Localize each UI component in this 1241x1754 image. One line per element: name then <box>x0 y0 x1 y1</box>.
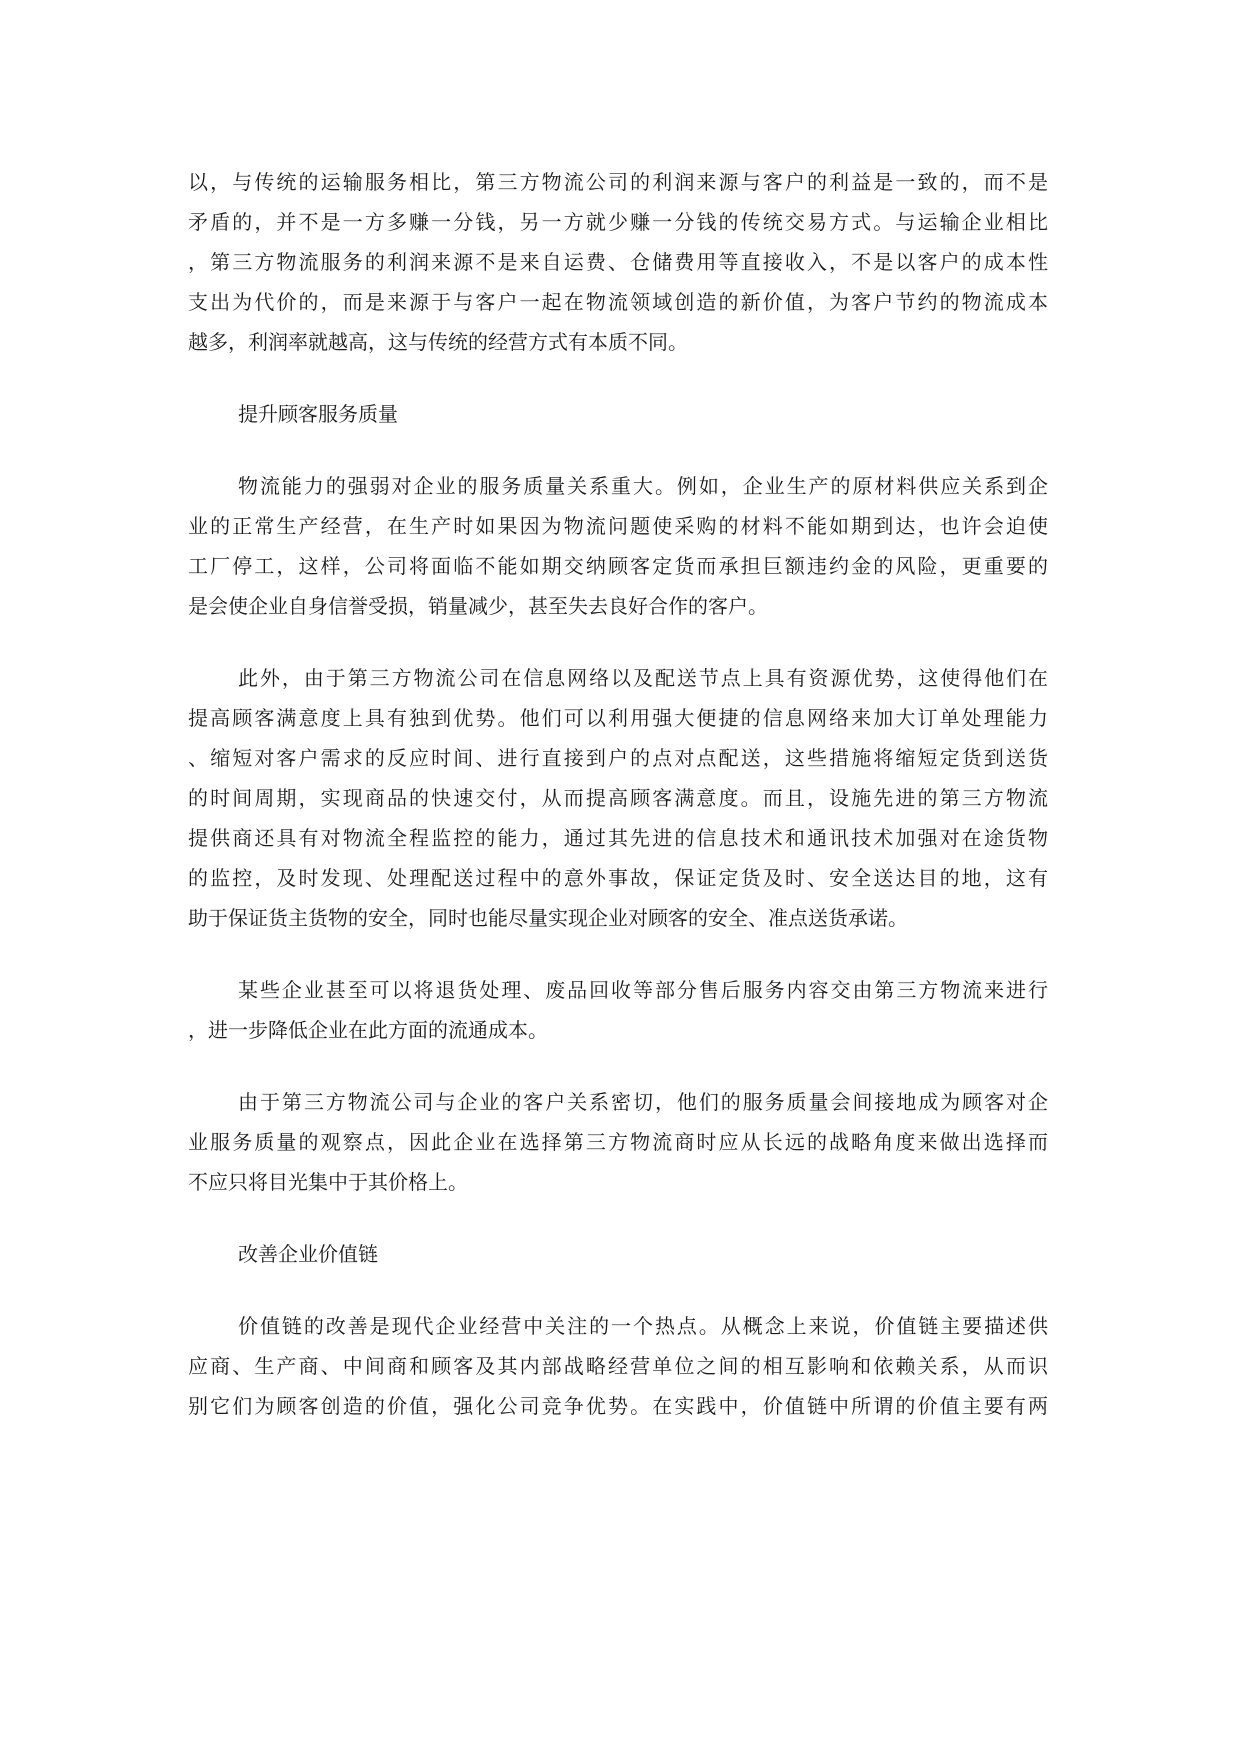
text-line: 的时间周期，实现商品的快速交付，从而提高顾客满意度。而且，设施先进的第三方物流 <box>188 786 1048 810</box>
text-line: 支出为代价的，而是来源于与客户一起在物流领域创造的新价值，为客户节约的物流成本 <box>188 290 1048 314</box>
text-line: 业服务质量的观察点，因此企业在选择第三方物流商时应从长远的战略角度来做出选择而 <box>188 1130 1048 1154</box>
text-line: 的监控，及时发现、处理配送过程中的意外事故，保证定货及时、安全送达目的地，这有 <box>188 866 1048 890</box>
paragraph <box>188 1082 1048 1202</box>
text-line: 提高顾客满意度上具有独到优势。他们可以利用强大便捷的信息网络来加大订单处理能力 <box>188 706 1048 730</box>
text-line: 不应只将目光集中于其价格上。 <box>188 1170 468 1194</box>
paragraph <box>188 970 1048 1050</box>
text-line: 以，与传统的运输服务相比，第三方物流公司的利润来源与客户的利益是一致的，而不是 <box>188 170 1048 194</box>
text-line: 价值链的改善是现代企业经营中关注的一个热点。从概念上来说，价值链主要描述供 <box>238 1314 1048 1338</box>
section-heading <box>188 1234 1048 1274</box>
section-heading <box>188 394 1048 434</box>
paragraph <box>188 162 1048 362</box>
text-line: 别它们为顾客创造的价值，强化公司竞争优势。在实践中，价值链中所谓的价值主要有两 <box>188 1394 1048 1418</box>
text-line: 提升顾客服务质量 <box>238 402 398 426</box>
text-line: 矛盾的，并不是一方多赚一分钱，另一方就少赚一分钱的传统交易方式。与运输企业相比 <box>188 210 1048 234</box>
text-line: 工厂停工，这样，公司将面临不能如期交纳顾客定货而承担巨额违约金的风险，更重要的 <box>188 554 1048 578</box>
text-line: 此外，由于第三方物流公司在信息网络以及配送节点上具有资源优势，这使得他们在 <box>238 666 1048 690</box>
paragraph-gap <box>188 1202 1048 1234</box>
text-line: ，第三方物流服务的利润来源不是来自运费、仓储费用等直接收入，不是以客户的成本性 <box>188 250 1048 274</box>
text-line: ，进一步降低企业在此方面的流通成本。 <box>188 1018 548 1042</box>
text-line: 提供商还具有对物流全程监控的能力，通过其先进的信息技术和通讯技术加强对在途货物 <box>188 826 1048 850</box>
text-line: 改善企业价值链 <box>238 1242 378 1266</box>
text-line: 某些企业甚至可以将退货处理、废品回收等部分售后服务内容交由第三方物流来进行 <box>238 978 1048 1002</box>
text-line: 越多，利润率就越高，这与传统的经营方式有本质不同。 <box>188 330 688 354</box>
paragraph-gap <box>188 1050 1048 1082</box>
text-line: 是会使企业自身信誉受损，销量减少，甚至失去良好合作的客户。 <box>188 594 768 618</box>
text-line: 、缩短对客户需求的反应时间、进行直接到户的点对点配送，这些措施将缩短定货到送货 <box>188 746 1048 770</box>
paragraph-gap <box>188 1274 1048 1306</box>
paragraph-gap <box>188 626 1048 658</box>
document-body <box>188 162 1048 1426</box>
paragraph-gap <box>188 434 1048 466</box>
paragraph <box>188 466 1048 626</box>
paragraph <box>188 1306 1048 1426</box>
text-line: 应商、生产商、中间商和顾客及其内部战略经营单位之间的相互影响和依赖关系，从而识 <box>188 1354 1048 1378</box>
text-line: 由于第三方物流公司与企业的客户关系密切，他们的服务质量会间接地成为顾客对企 <box>238 1090 1048 1114</box>
paragraph-gap <box>188 362 1048 394</box>
text-line: 业的正常生产经营，在生产时如果因为物流问题使采购的材料不能如期到达，也许会迫使 <box>188 514 1048 538</box>
paragraph-gap <box>188 938 1048 970</box>
paragraph <box>188 658 1048 938</box>
text-line: 物流能力的强弱对企业的服务质量关系重大。例如，企业生产的原材料供应关系到企 <box>238 474 1048 498</box>
text-line: 助于保证货主货物的安全，同时也能尽量实现企业对顾客的安全、准点送货承诺。 <box>188 906 908 930</box>
